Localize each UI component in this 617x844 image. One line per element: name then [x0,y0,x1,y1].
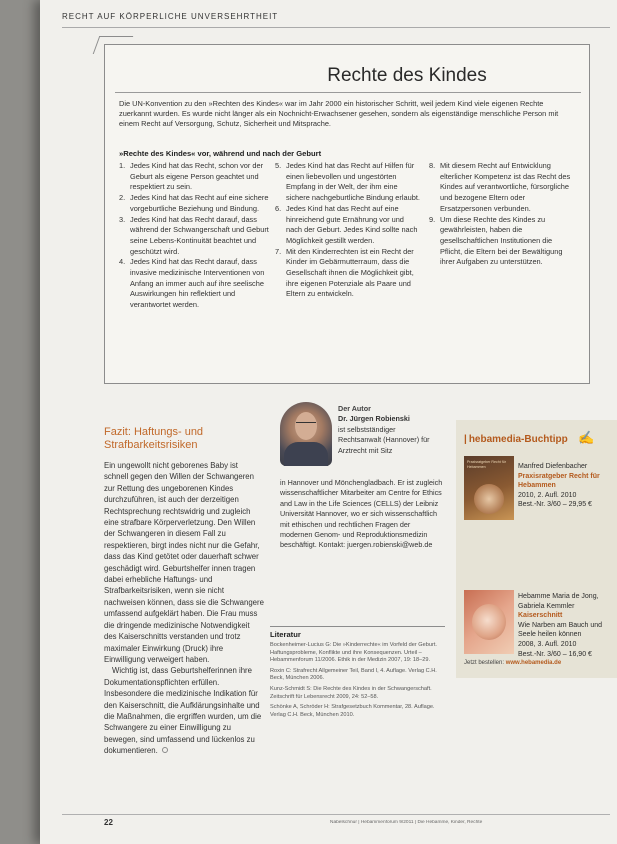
rights-item: 2. Jedes Kind hat das Recht auf eine sichere vorgeburtliche Beziehung und Bindung. [119,193,269,213]
article-body [104,460,264,757]
literature-entry: Bockenheimer-Lucius G: Die »Kinderrechte« im Vorfeld der Geburt. Haftungsprobleme, Konflikte und ihre Konsequenzen. Urteil – Hebammenforum 11/2006. Ethik in der Medizin 2007, 19: 18–29. [270,642,437,664]
ad-brand: | hebamedia-Buchtipp [464,434,568,445]
footer-text: Nabelschnur | Hebammenforum 9/2011 | Die Hebamme, Kinder, Rechte [330,820,483,825]
rights-column-2 [275,161,421,300]
box-intro: Die UN-Konvention zu den »Rechten des Kindes« war im Jahr 2000 ein historischer Schritt, weil jedem Kind viele eigenen Rechte zuerkannt wurden. Es wurde nicht länger als ein Nochnicht-Erwachsener gesehen, sondern als eigenständige menschliche Person mit einem Recht auf Versorgung, Schutz, Sicherheit und Mitsprache. [119,99,559,128]
header-rule [62,27,610,28]
rights-column-1 [119,161,269,311]
rights-item: 5. Jedes Kind hat das Recht auf Hilfen für einen liebevollen und ungestörten Empfang in der Welt, der ihm eine sichere nachgeburtliche Bindung erlaubt. [275,161,420,203]
running-head: RECHT AUF KÖRPERLICHE UNVERSEHRTHEIT [62,12,279,21]
ad-footer: Jetzt bestellen: www.hebamedia.de [464,660,562,666]
book-1-info [518,462,615,510]
book-icon: ✍ [578,430,595,445]
end-mark-icon [162,747,168,753]
book-cover-1[interactable]: Praxisratgeber Recht für Hebammen [464,456,514,520]
author-bio: in Hannover und Mönchengladbach. Er ist zugleich wissenschaftlicher Mitarbeiter am Centre for Ethics and Law in the Life Sciences (CELLS) der Leibniz Universität Hannover, wo er sich wissenschaftlich mit ethischen und rechtlichen Fragen der modernen Genom- und Reproduktionsmedizin beschäftigt. Kontakt: juergen.robienski@web.de [280,478,443,550]
book-2-info [518,592,615,659]
ad-url-link[interactable]: www.hebamedia.de [505,660,562,666]
book-2-author: Hebamme Maria de Jong, Gabriela Kemmler [518,593,599,610]
author-photo [280,402,332,466]
page-number: 22 [104,818,113,827]
literature-title: Literatur [270,630,301,639]
rights-item: 8. Mit diesem Recht auf Entwicklung elterlicher Kompetenz ist das Recht des Kindes auf verantwortliche, fürsorgliche und bezogene Eltern oder Ersatzpersonen verbunden. [429,161,571,213]
book-1-edition: 2010, 2. Aufl. 2010 [518,491,577,499]
rights-item: 7. Mit den Kinderrechten ist ein Recht der Kinder im Gebärmutterraum, dass die Gesellschaft ihnen die Möglichkeit gibt, ihre eigenen Potenziale als Paare und Eltern zu entwickeln. [275,246,414,299]
literature-entry: Kunz-Schmidt S: Die Rechte des Kindes in der Schwangerschaft. Zeitschrift für Lebensrecht 2009, 24: 52–58. [270,685,432,700]
author-name: Dr. Jürgen Robienski [338,414,410,424]
rights-item: 3. Jedes Kind hat das Recht darauf, dass während der Schwangerschaft und Geburt seine Lebens-Kontinuität beachtet und geschützt wird. [119,214,269,256]
literature-entry: Schönke A, Schröder H: Strafgesetzbuch Kommentar, 28. Auflage. Verlag C.H. Beck, München 2010. [270,704,435,718]
literature-list [270,642,444,722]
book-cover-2[interactable] [464,590,514,654]
book-2-price: Best.-Nr. 3/60 – 16,90 € [518,650,592,658]
footer-rule [62,814,610,815]
book-1-author: Manfred Diefenbacher [518,463,588,470]
book-2-edition: 2008, 3. Aufl. 2010 [518,640,577,648]
literature-rule [270,626,445,627]
book-ad-sidebar [456,420,617,678]
book-1-price: Best.-Nr. 3/60 – 29,95 € [518,501,592,509]
rights-item: 1. Jedes Kind hat das Recht, schon vor der Geburt als eigene Person geachtet und respektiert zu sein. [119,161,264,192]
book-1-title: Praxisratgeber Recht für Hebammen [518,472,600,490]
author-info [338,404,440,456]
rights-box [104,44,590,384]
article-heading: Fazit: Haftungs- und Strafbarkeitsrisiken [104,426,204,451]
rights-item: 6. Jedes Kind hat das Recht auf eine hinreichend gute Ernährung vor und nach der Geburt. Jedes Kind sollte nach Möglichkeit gestillt werden. [275,203,418,245]
literature-entry: Roxin C: Strafrecht Allgemeiner Teil, Band I, 4. Auflage. Verlag C.H. Beck, München 2006. [270,667,437,682]
rights-item: 4. Jedes Kind hat das Recht darauf, dass invasive medizinische Interventionen von Anfang an immer auch auf ihre seelische Auswirkungen hin reflektiert und verantwortet werden. [119,257,265,310]
article-paragraph: Ein ungewollt nicht geborenes Baby ist schnell gegen den Willen der Schwangeren zur Rettung des ungeborenen Kindes durchzuführen, ist auch der derzeitigen Rechtsprechung rechtswidrig und zugleich eine strafbare Körperverletzung. Den Willen der Schwangeren in diesem Fall zu respektieren, birgt indes nicht nur die Gefahr, dass das Kind getötet oder dauerhaft schwer geschädigt wird. Geburtshelfer innen tragen dabei erhebliche Haftungs- und Strafbarkeitsrisiken, wenn sie nicht nachweisen können, dass sie die Schwangere umfassend aufgeklärt haben. Die Frau muss die dringende medizinische Notwendigkeit des Kaiserschnitts verstanden und trotz maximaler Einwirkung (Druck) ihre Einwilligung verweigert haben. [104,461,264,664]
box-title: Rechte des Kindes [327,65,487,86]
rights-item: 9. Um diese Rechte des Kindes zu gewährleisten, haben die gesellschaftlichen Institutionen die Pflicht, die Eltern bei der Bewältigung ihrer Aufgaben zu unterstützen. [429,214,563,267]
box-subhead: »Rechte des Kindes« vor, während und nach der Geburt [119,149,322,158]
author-label: Der Autor [338,404,371,413]
author-intro: ist selbstständiger Rechtsanwalt (Hannover) für Arztrecht mit Sitz [338,424,430,455]
box-title-rule [115,92,581,93]
article-paragraph: Wichtig ist, dass Geburtshelferinnen ihre Dokumentationspflichten erfüllen. Insbesondere die medizinische Indikation für den Kaiserschnitt, die Aufklärungsinhalte und die Maßnahmen, die ergriffen wurden, um die Schwangere zu einer Einwilligung zu bewegen, sind umfassend und lückenlos zu dokumentieren. [104,666,262,756]
book-2-subtitle: Wie Narben am Bauch und Seele heilen können [518,621,603,639]
rights-column-3 [429,161,575,268]
book-2-title: Kaiserschnitt [518,612,563,620]
